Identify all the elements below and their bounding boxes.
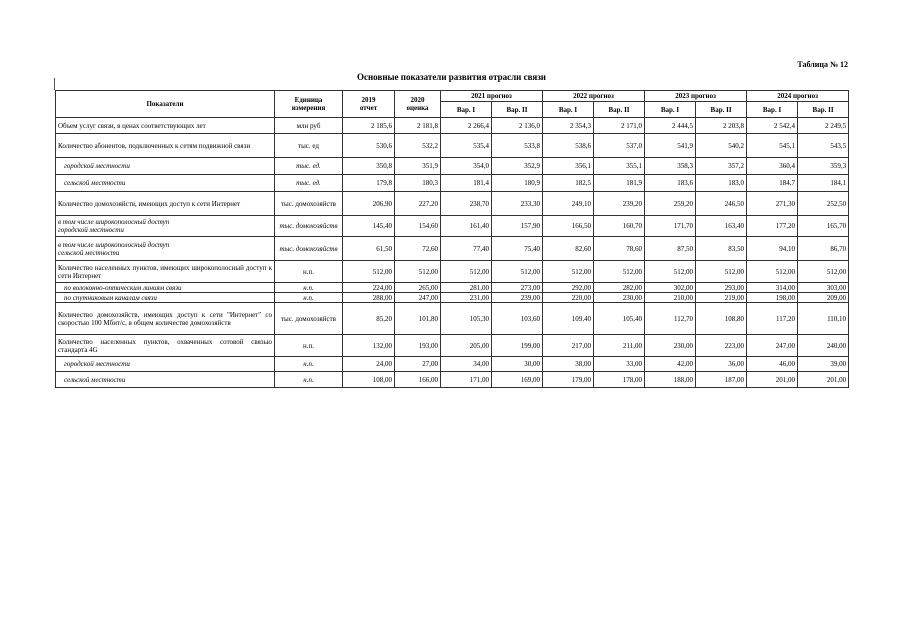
value-cell: 75,40 [492,237,543,261]
value-cell: 24,00 [343,357,395,372]
indicator-cell: Объем услуг связи, в ценах соответствующих лет [56,118,275,134]
indicator-cell: городской местности [56,158,275,175]
value-cell: 359,3 [798,158,849,175]
indicators-table [55,90,849,388]
value-cell: 293,00 [696,283,747,293]
value-cell: 180,9 [492,175,543,192]
value-cell: 206,90 [343,192,395,216]
table-row [56,372,849,388]
value-cell: 85,20 [343,303,395,335]
value-cell: 145,40 [343,216,395,237]
header-forecast-2024: 2024 прогноз [747,91,849,102]
value-cell: 357,2 [696,158,747,175]
value-cell: 188,00 [645,372,696,388]
value-cell: 223,00 [696,335,747,357]
header-2020 [395,91,441,118]
value-cell: 161,40 [441,216,492,237]
value-cell: 246,50 [696,192,747,216]
value-cell: 302,00 [645,283,696,293]
value-cell: 282,00 [594,283,645,293]
unit-cell: тыс. ед. [275,158,343,175]
header-unit [275,91,343,118]
value-cell: 512,00 [543,261,594,283]
value-cell: 230,00 [594,293,645,303]
value-cell: 34,00 [441,357,492,372]
indicator-line: в том числе широкополосный доступ [58,240,170,249]
unit-cell: н.п. [275,261,343,283]
header-variant: Вар. I [543,102,594,118]
table-row [56,283,849,293]
table-number: Таблица № 12 [797,60,848,69]
value-cell: 355,1 [594,158,645,175]
table-row [56,261,849,283]
value-cell: 205,00 [441,335,492,357]
value-cell: 354,0 [441,158,492,175]
value-cell: 33,00 [594,357,645,372]
value-cell: 220,00 [543,293,594,303]
unit-cell: н.п. [275,372,343,388]
value-cell: 350,8 [343,158,395,175]
header-2019-year: 2019 [361,96,376,104]
value-cell: 271,30 [747,192,798,216]
value-cell: 77,40 [441,237,492,261]
value-cell: 117,20 [747,303,798,335]
value-cell: 154,60 [395,216,441,237]
value-cell: 171,70 [645,216,696,237]
value-cell: 292,00 [543,283,594,293]
value-cell: 543,5 [798,134,849,158]
value-cell: 358,3 [645,158,696,175]
indicator-line: в том числе широкополосный доступ [58,218,170,226]
value-cell: 86,70 [798,237,849,261]
value-cell: 545,1 [747,134,798,158]
indicator-cell: по спутниковым каналам связи [56,293,275,303]
unit-cell: н.п. [275,283,343,293]
value-cell: 61,50 [343,237,395,261]
indicator-cell: сельской местности [56,175,275,192]
value-cell: 103,60 [492,303,543,335]
value-cell: 231,00 [441,293,492,303]
unit-cell: тыс. домохозяйств [275,216,343,237]
value-cell: 265,00 [395,283,441,293]
value-cell: 109,40 [543,303,594,335]
value-cell: 105,40 [594,303,645,335]
value-cell: 532,2 [395,134,441,158]
value-cell: 512,00 [492,261,543,283]
value-cell: 78,60 [594,237,645,261]
value-cell: 273,00 [492,283,543,293]
value-cell: 512,00 [696,261,747,283]
table-header [56,91,849,118]
value-cell: 2 185,6 [343,118,395,134]
value-cell: 535,4 [441,134,492,158]
indicator-cell: по волоконно-оптическим линиям связи [56,283,275,293]
header-variant: Вар. II [594,102,645,118]
value-cell: 187,00 [696,372,747,388]
table-row [56,303,849,335]
value-cell: 247,00 [747,335,798,357]
unit-cell: н.п. [275,335,343,357]
indicator-cell: сельской местности [56,372,275,388]
value-cell: 252,50 [798,192,849,216]
indicator-cell: Количество абонентов, подключенных к сетям подвижной связи [56,134,275,158]
table-row [56,357,849,372]
value-cell: 105,30 [441,303,492,335]
document-title: Основные показатели развития отрасли связи [357,72,546,82]
value-cell: 42,00 [645,357,696,372]
value-cell: 183,0 [696,175,747,192]
indicator-cell: Количество населенных пунктов, имеющих широкополосный доступ к сети Интернет [56,261,275,283]
header-forecast-2022: 2022 прогноз [543,91,645,102]
value-cell: 351,9 [395,158,441,175]
value-cell: 512,00 [395,261,441,283]
value-cell: 101,80 [395,303,441,335]
value-cell: 360,4 [747,158,798,175]
value-cell: 2 266,4 [441,118,492,134]
value-cell: 2 136,0 [492,118,543,134]
value-cell: 193,00 [395,335,441,357]
header-variant: Вар. II [696,102,747,118]
value-cell: 157,90 [492,216,543,237]
value-cell: 179,00 [543,372,594,388]
value-cell: 210,00 [645,293,696,303]
value-cell: 512,00 [798,261,849,283]
value-cell: 530,6 [343,134,395,158]
header-variant: Вар. I [645,102,696,118]
value-cell: 2 354,3 [543,118,594,134]
unit-cell: млн руб [275,118,343,134]
value-cell: 82,60 [543,237,594,261]
value-cell: 181,4 [441,175,492,192]
unit-cell: н.п. [275,293,343,303]
value-cell: 169,00 [492,372,543,388]
value-cell: 239,00 [492,293,543,303]
header-2019 [343,91,395,118]
value-cell: 165,70 [798,216,849,237]
value-cell: 233,30 [492,192,543,216]
value-cell: 163,40 [696,216,747,237]
value-cell: 160,70 [594,216,645,237]
indicator-line: городской местности [58,226,124,234]
value-cell: 219,00 [696,293,747,303]
table-row [56,192,849,216]
value-cell: 224,00 [343,283,395,293]
value-cell: 2 444,5 [645,118,696,134]
table-row [56,158,849,175]
value-cell: 110,10 [798,303,849,335]
value-cell: 201,00 [747,372,798,388]
value-cell: 94,10 [747,237,798,261]
value-cell: 238,70 [441,192,492,216]
value-cell: 209,00 [798,293,849,303]
value-cell: 199,00 [492,335,543,357]
unit-cell: тыс. домохозяйств [275,192,343,216]
value-cell: 540,2 [696,134,747,158]
value-cell: 538,6 [543,134,594,158]
value-cell: 314,00 [747,283,798,293]
value-cell: 2 203,8 [696,118,747,134]
value-cell: 512,00 [343,261,395,283]
value-cell: 39,00 [798,357,849,372]
value-cell: 177,20 [747,216,798,237]
header-variant: Вар. I [747,102,798,118]
value-cell: 2 181,8 [395,118,441,134]
header-variant: Вар. I [441,102,492,118]
value-cell: 227,20 [395,192,441,216]
indicator-cell: Количество домохозяйств, имеющих доступ к сети "Интернет" со скоростью 100 Мбит/с, в общем количестве домохозяйств [56,303,275,335]
value-cell: 184,7 [747,175,798,192]
header-2020-label: оценка [406,104,429,112]
value-cell: 178,00 [594,372,645,388]
value-cell: 184,1 [798,175,849,192]
header-unit-line2: измерения [291,104,326,112]
header-variant: Вар. II [492,102,543,118]
value-cell: 30,00 [492,357,543,372]
value-cell: 356,1 [543,158,594,175]
value-cell: 537,0 [594,134,645,158]
value-cell: 201,00 [798,372,849,388]
value-cell: 46,00 [747,357,798,372]
table-row [56,216,849,237]
table-row [56,118,849,134]
indicator-line: сельской местности [58,248,120,257]
value-cell: 36,00 [696,357,747,372]
indicator-cell [56,216,275,237]
value-cell: 230,00 [645,335,696,357]
table-row [56,293,849,303]
value-cell: 171,00 [441,372,492,388]
unit-cell: тыс. домохозяйств [275,303,343,335]
value-cell: 217,00 [543,335,594,357]
header-forecast-2021: 2021 прогноз [441,91,543,102]
value-cell: 182,5 [543,175,594,192]
table-row [56,175,849,192]
value-cell: 180,3 [395,175,441,192]
indicator-cell: Количество населенных пунктов, охваченных сотовой связью стандарта 4G [56,335,275,357]
unit-cell: тыс. ед [275,134,343,158]
header-2019-label: отчет [359,104,378,112]
value-cell: 259,20 [645,192,696,216]
indicator-cell: городской местности [56,357,275,372]
value-cell: 166,50 [543,216,594,237]
value-cell: 512,00 [441,261,492,283]
value-cell: 512,00 [747,261,798,283]
value-cell: 166,00 [395,372,441,388]
table-body [56,118,849,388]
indicator-cell: Количество домохозяйств, имеющих доступ к сети Интернет [56,192,275,216]
value-cell: 198,00 [747,293,798,303]
value-cell: 108,00 [343,372,395,388]
value-cell: 183,6 [645,175,696,192]
indicator-cell [56,237,275,261]
value-cell: 72,60 [395,237,441,261]
margin-mark [54,78,55,90]
value-cell: 249,10 [543,192,594,216]
value-cell: 240,00 [798,335,849,357]
header-indicator: Показатели [56,91,275,118]
table-row [56,134,849,158]
header-forecast-2023: 2023 прогноз [645,91,747,102]
value-cell: 352,9 [492,158,543,175]
header-unit-line1: Единица [294,96,323,104]
value-cell: 87,50 [645,237,696,261]
value-cell: 38,00 [543,357,594,372]
value-cell: 533,8 [492,134,543,158]
value-cell: 303,00 [798,283,849,293]
value-cell: 281,00 [441,283,492,293]
table-row [56,237,849,261]
value-cell: 27,00 [395,357,441,372]
value-cell: 132,00 [343,335,395,357]
value-cell: 247,00 [395,293,441,303]
value-cell: 288,00 [343,293,395,303]
value-cell: 512,00 [594,261,645,283]
value-cell: 112,70 [645,303,696,335]
value-cell: 512,00 [645,261,696,283]
unit-cell: н.п. [275,357,343,372]
unit-cell: тыс. ед. [275,175,343,192]
value-cell: 181,9 [594,175,645,192]
value-cell: 2 542,4 [747,118,798,134]
header-variant: Вар. II [798,102,849,118]
value-cell: 211,00 [594,335,645,357]
value-cell: 2 171,0 [594,118,645,134]
value-cell: 83,50 [696,237,747,261]
value-cell: 179,8 [343,175,395,192]
value-cell: 2 249,5 [798,118,849,134]
unit-cell: тыс. домохозяйств [275,237,343,261]
header-2020-year: 2020 [410,96,425,104]
value-cell: 541,9 [645,134,696,158]
value-cell: 239,20 [594,192,645,216]
value-cell: 108,80 [696,303,747,335]
table-row [56,335,849,357]
